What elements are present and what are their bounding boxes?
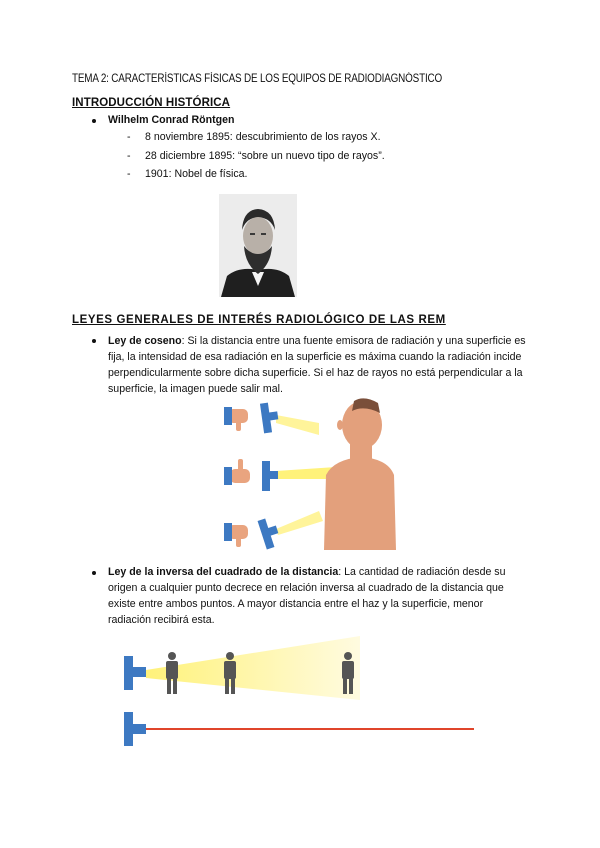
bullet-dot	[92, 339, 96, 343]
dash: -	[127, 131, 131, 143]
list-item: 28 diciembre 1895: “sobre un nuevo tipo de rayos”.	[145, 150, 385, 162]
emitter-icon	[262, 461, 278, 491]
emitter-icon	[124, 656, 146, 690]
bullet-rontgen: Wilhelm Conrad Röntgen	[108, 114, 235, 126]
bullet-dot	[92, 571, 96, 575]
law-cosine-paragraph	[108, 333, 528, 397]
thumbs-down-icon	[224, 407, 248, 431]
emitter-icon	[124, 712, 146, 746]
inverse-square-illustration	[120, 636, 480, 751]
section-heading-intro: INTRODUCCIÓN HISTÓRICA	[72, 97, 231, 109]
law-inverse-square-term: Ley de la inversa del cuadrado de la distancia	[108, 566, 339, 578]
cosine-law-illustration	[224, 395, 396, 550]
law-cosine-text: : Si la distancia entre una fuente emisora de radiación y una superficie es fija, la intensidad de esa radiación en la superficie es máxima cuando la radiación incide perpendicularmente sobre dicha superficie. Si el haz de rayos no está perpendicular a la superficie, la imagen puede salir mal.	[108, 335, 526, 395]
bullet-dot	[92, 119, 96, 123]
dash: -	[127, 168, 131, 180]
beam-bottom	[276, 511, 323, 535]
beam-top	[276, 415, 319, 435]
rontgen-portrait-image	[219, 194, 297, 297]
dash: -	[127, 150, 131, 162]
emitter-icon	[258, 518, 279, 549]
thumbs-down-icon	[224, 523, 248, 547]
law-inverse-square-text: : La cantidad de radiación desde su origen a cualquier punto decrece en relación inversa al cuadrado de la distancia que existe entre ambos puntos. A mayor distancia entre el haz y la superficie, menor radiación recibirá esta.	[108, 566, 506, 626]
human-torso-figure	[324, 398, 396, 550]
list-item: 1901: Nobel de física.	[145, 168, 248, 180]
section-heading-laws: LEYES GENERALES DE INTERÉS RADIOLÓGICO DE LAS REM	[72, 314, 446, 326]
diverging-beam	[146, 636, 360, 700]
law-inverse-square-paragraph	[108, 564, 528, 628]
person-silhouette-icon	[166, 652, 178, 694]
document-title: TEMA 2: CARACTERÍSTICAS FÍSICAS DE LOS EQUIPOS DE RADIODIAGNÓSTICO	[72, 73, 443, 85]
thumbs-up-icon	[224, 459, 250, 485]
emitter-icon	[260, 403, 278, 434]
law-cosine-term: Ley de coseno	[108, 335, 182, 347]
list-item: 8 noviembre 1895: descubrimiento de los rayos X.	[145, 131, 381, 143]
